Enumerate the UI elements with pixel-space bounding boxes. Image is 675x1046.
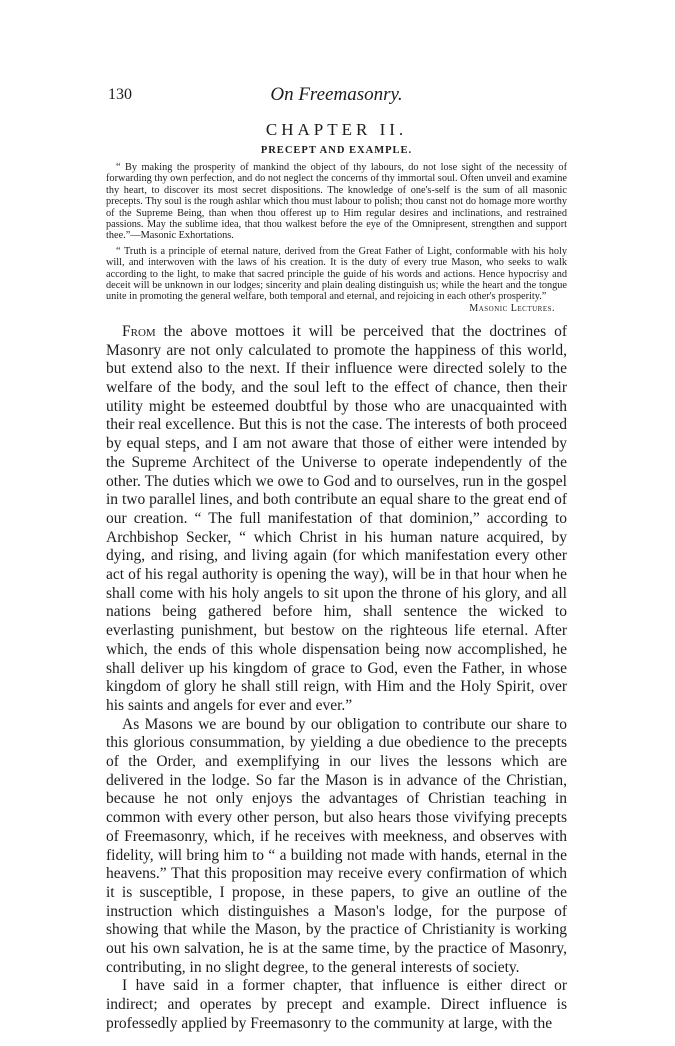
paragraph-3: I have said in a former chapter, that influence is either direct or indirect; and operates by precept and example. Direct influence is professedly applied by Freemasonry to the community at large, with the <box>106 977 567 1032</box>
opening-word: From <box>122 322 156 340</box>
motto-2: “ Truth is a principle of eternal nature, derived from the Great Father of Light, conformable with his holy will, and interwoven with the laws of his creation. It is the duty of every true Mason, who seeks to walk according to the light, to make that sacred principle the guide of his words and actions. Hence hypocrisy and deceit will be unknown in our lodges; sincerity and plain dealing distinguish us; while the heart and the tongue unite in promoting the general welfare, both temporal and eternal, and rejoicing in each other's prosperity.” <box>106 245 567 303</box>
page-header <box>106 84 567 114</box>
motto-2-attribution: Masonic Lectures. <box>469 302 555 314</box>
motto-1: “ By making the prosperity of mankind the object of thy labours, do not lose sight of the necessity of forwarding thy own perfection, and do not neglect the concerns of thy immortal soul. Often unveil and examine thy heart, to discover its most secret dispositions. The knowledge of one's-self is the sum of all masonic precepts. Thy soul is the rough ashlar which thou must labour to polish; thou canst not do homage more worthy of the Supreme Being, than when thou offerest up to Him regular desires and inclinations, and restrained passions. May the sublime idea, that thou walkest before the eye of the Omnipresent, strengthen and support thee.”—Masonic Exhortations. <box>106 162 567 242</box>
chapter-subtitle: PRECEPT AND EXAMPLE. <box>260 145 413 156</box>
paragraph-1-text: the above mottoes it will be perceived that the doctrines of Masonry are not only calculated to promote the happiness of this world, but extend also to the next. If their influence were directed solely to the welfare of the body, and the soul left to the effect of chance, then their utility might be esteemed doubtful by those who are unacquainted with their real excellence. But this is not the case. The interests of both proceed by equal steps, and I am not aware that those of either were intended by the Supreme Architect of the Universe to operate independently of the other. The duties which we owe to God and to ourselves, run in the gospel in two parallel lines, and both contribute an equal share to the great end of our creation. “ The full manifestation of that dominion,” according to Archbishop Secker, “ which Christ in his human nature acquired, by dying, and rising, and living again (for which manifestation every other act of his regal authority is opening the way), will be in that hour when he shall come with his holy angels to sit upon the throne of his glory, and all nations being gathered before him, shall sentence the wicked to everlasting punishment, but bestow on the righteous life eternal. After which, the ends of this whole dispensation being now accomplished, he shall deliver up his kingdom of grace to God, even the Father, in whose kingdom of glory he shall still reign, with Him and the Holy Spirit, over his saints and angels for ever and ever.” <box>106 322 567 714</box>
book-page <box>106 84 567 1034</box>
page-number: 130 <box>108 86 132 103</box>
paragraph-2: As Masons we are bound by our obligation to contribute our share to this glorious consummation, by yielding a due obedience to the precepts of the Order, and exemplifying in our lives the lessons which are delivered in the lodge. So far the Mason is in advance of the Christian, because he not only enjoys the advantages of Christian teaching in common with every other person, but also hears those vivifying precepts of Freemasonry, which, if he receives with meekness, and observes with fidelity, will bring him to “ a building not made with hands, eternal in the heavens.” That this proposition may receive every confirmation of which it is susceptible, I propose, in these papers, to give an outline of the instruction which distinguishes a Mason's lodge, for the purpose of showing that while the Mason, by the practice of Christianity is working out his own salvation, he is at the same time, by the practice of Masonry, contributing, in no slight degree, to the general interests of society. <box>106 715 567 976</box>
running-head: On Freemasonry. <box>270 84 403 105</box>
chapter-title: CHAPTER II. <box>265 120 408 139</box>
body-text <box>106 323 567 1034</box>
paragraph-1 <box>106 323 567 716</box>
